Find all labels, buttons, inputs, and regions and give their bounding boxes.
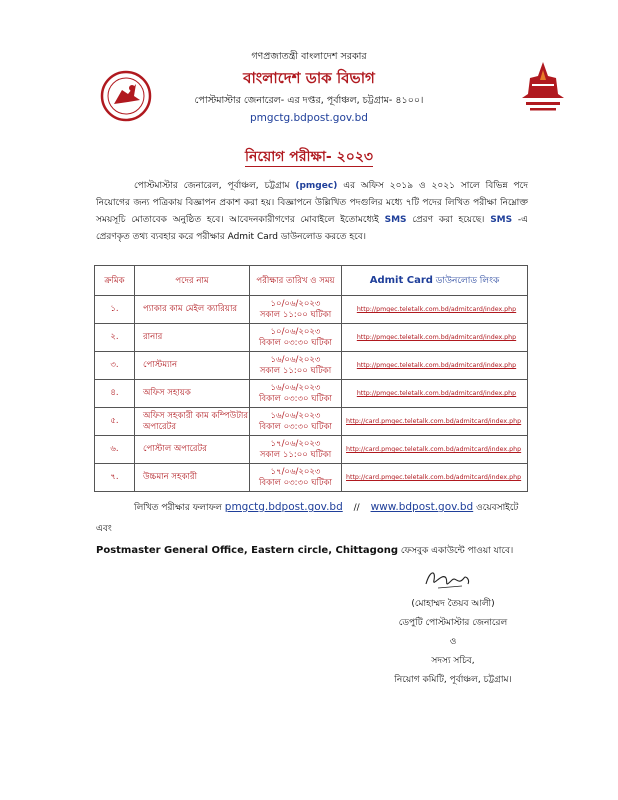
notice-title: নিয়োগ পরীক্ষা- ২০২৩ <box>244 149 374 165</box>
table-row <box>95 380 528 408</box>
office-website[interactable]: pmgctg.bdpost.gov.bd <box>250 112 368 124</box>
table-row <box>95 352 528 380</box>
cell-post: উচ্চমান সহকারী <box>135 464 250 492</box>
result-link-pmgctg[interactable]: pmgctg.bdpost.gov.bd <box>224 501 343 513</box>
signatory-member: সদস্য সচিব, <box>431 656 475 666</box>
cell-serial: ৪. <box>95 380 135 408</box>
cell-datetime <box>250 352 342 380</box>
cell-date: ১৬/০৬/২০২৩ <box>270 410 321 421</box>
cell-datetime <box>250 324 342 352</box>
separator: // <box>353 503 360 513</box>
table-row <box>95 436 528 464</box>
signature-image <box>418 566 478 594</box>
result-text: লিখিত পরীক্ষার ফলাফল <box>134 503 222 513</box>
cell-datetime <box>250 296 342 324</box>
cell-admit-link[interactable]: http://card.pmgec.teletalk.com.bd/admitcard/index.php <box>342 408 528 436</box>
cell-date: ১০/০৬/২০২৩ <box>270 326 321 337</box>
cell-serial: ৬. <box>95 436 135 464</box>
result-text-suffix: ফেসবুক একাউন্টে পাওয়া যাবে। <box>397 546 514 556</box>
department-name: বাংলাদেশ ডাক বিভাগ <box>243 69 375 87</box>
header-datetime: পরীক্ষার তারিখ ও সময় <box>250 266 342 296</box>
intro-text-2: এর অফিস ২০১৯ ও ২০২১ সালে বিভিন্ন পদে নিয়োগের জন্য পত্রিকায় বিজ্ঞাপন প্রকাশ করা হয়। বিজ্ঞাপনে উল্লিখিত পদগুলির মধ্যে ৭টি পদের লিখিত পরীক্ষা নিম্নোক্ত সময়সূচি মোতাবেক অনুষ্ঠিত হবে। আবেদনকারীগণের মোবাইলে ইতোমধ্যেই <box>96 181 528 225</box>
cell-datetime <box>250 380 342 408</box>
cell-post: পোস্টম্যান <box>135 352 250 380</box>
table-row <box>95 296 528 324</box>
cell-serial: ৭. <box>95 464 135 492</box>
cell-admit-link[interactable]: http://pmgec.teletalk.com.bd/admitcard/index.php <box>342 324 528 352</box>
result-text-mid: ওয়েবসাইটে এবং <box>96 503 519 534</box>
cell-post: প্যাকার কাম মেইল ক্যারিয়ার <box>135 296 250 324</box>
cell-time: সকাল ১১:০০ ঘটিকা <box>259 309 332 320</box>
header-admit-link: Admit Card ডাউনলোড লিংক <box>342 266 528 296</box>
cell-admit-link[interactable]: http://pmgec.teletalk.com.bd/admitcard/index.php <box>342 352 528 380</box>
exam-schedule-table <box>94 265 528 492</box>
header-post: পদের নাম <box>135 266 250 296</box>
cell-serial: ২. <box>95 324 135 352</box>
table-row <box>95 408 528 436</box>
intro-text-1: পোস্টমাস্টার জেনারেল, পূর্বাঞ্চল, চট্টগ্রাম <box>134 181 296 191</box>
cell-datetime <box>250 436 342 464</box>
cell-admit-link[interactable]: http://card.pmgec.teletalk.com.bd/admitcard/index.php <box>342 464 528 492</box>
cell-post: অফিস সহকারী কাম কম্পিউটার অপারেটর <box>135 408 250 436</box>
result-paragraph <box>96 497 528 562</box>
cell-datetime <box>250 464 342 492</box>
signatory-committee: নিয়োগ কমিটি, পূর্বাঞ্চল, চট্টগ্রাম। <box>394 675 512 685</box>
intro-text-3: প্রেরণ করা হয়েছে। <box>406 215 491 225</box>
cell-admit-link[interactable]: http://pmgec.teletalk.com.bd/admitcard/index.php <box>342 296 528 324</box>
intro-paragraph <box>96 178 528 246</box>
cell-admit-link[interactable]: http://pmgec.teletalk.com.bd/admitcard/index.php <box>342 380 528 408</box>
signatory-and: ও <box>449 637 457 647</box>
government-name: গণপ্রজাতন্ত্রী বাংলাদেশ সরকার <box>251 51 367 62</box>
cell-datetime <box>250 408 342 436</box>
intro-text-4: -এ প্রেরণকৃত তথ্য ব্যবহার করে পরীক্ষার Admit Card ডাউনলোড করতে হবে। <box>96 215 528 242</box>
facebook-account-name: Postmaster General Office, Eastern circle, Chittagong <box>96 545 398 556</box>
cell-time: সকাল ১১:০০ ঘটিকা <box>259 449 332 460</box>
signatory-name: (মোহাম্মদ তৈয়ব আলী) <box>411 599 495 609</box>
cell-date: ১৭/০৬/২০২৩ <box>270 466 321 477</box>
cell-date: ১৭/০৬/২০২৩ <box>270 438 321 449</box>
office-address: পোস্টমাস্টার জেনারেল- এর দপ্তর, পূর্বাঞ্চল, চট্টগ্রাম- ৪১০০। <box>194 95 424 106</box>
result-link-bdpost[interactable]: www.bdpost.gov.bd <box>370 501 474 513</box>
cell-serial: ৫. <box>95 408 135 436</box>
table-header-row <box>95 266 528 296</box>
table-row <box>95 324 528 352</box>
signatory-designation: ডেপুটি পোস্টমাস্টার জেনারেল <box>398 618 508 628</box>
signature-block <box>368 595 538 690</box>
cell-post: রানার <box>135 324 250 352</box>
cell-date: ১৬/০৬/২০২৩ <box>270 354 321 365</box>
letterhead <box>0 50 618 124</box>
cell-time: বিকাল ০৩:৩০ ঘটিকা <box>258 337 332 348</box>
cell-time: বিকাল ০৩:৩০ ঘটিকা <box>258 477 332 488</box>
cell-post: অফিস সহায়ক <box>135 380 250 408</box>
cell-post: পোস্টাল অপারেটর <box>135 436 250 464</box>
sms-label: SMS <box>490 215 513 225</box>
cell-date: ১৬/০৬/২০২৩ <box>270 382 321 393</box>
cell-serial: ৩. <box>95 352 135 380</box>
header-serial: ক্রমিক <box>95 266 135 296</box>
table-row <box>95 464 528 492</box>
cell-time: সকাল ১১:০০ ঘটিকা <box>259 365 332 376</box>
pmgec-label: (pmgec) <box>295 181 338 191</box>
cell-time: বিকাল ০৩:৩০ ঘটিকা <box>258 393 332 404</box>
cell-time: বিকাল ০৩:৩০ ঘটিকা <box>258 421 332 432</box>
cell-admit-link[interactable]: http://card.pmgec.teletalk.com.bd/admitcard/index.php <box>342 436 528 464</box>
cell-date: ১০/০৬/২০২৩ <box>270 298 321 309</box>
sms-label: SMS <box>384 215 407 225</box>
cell-serial: ১. <box>95 296 135 324</box>
